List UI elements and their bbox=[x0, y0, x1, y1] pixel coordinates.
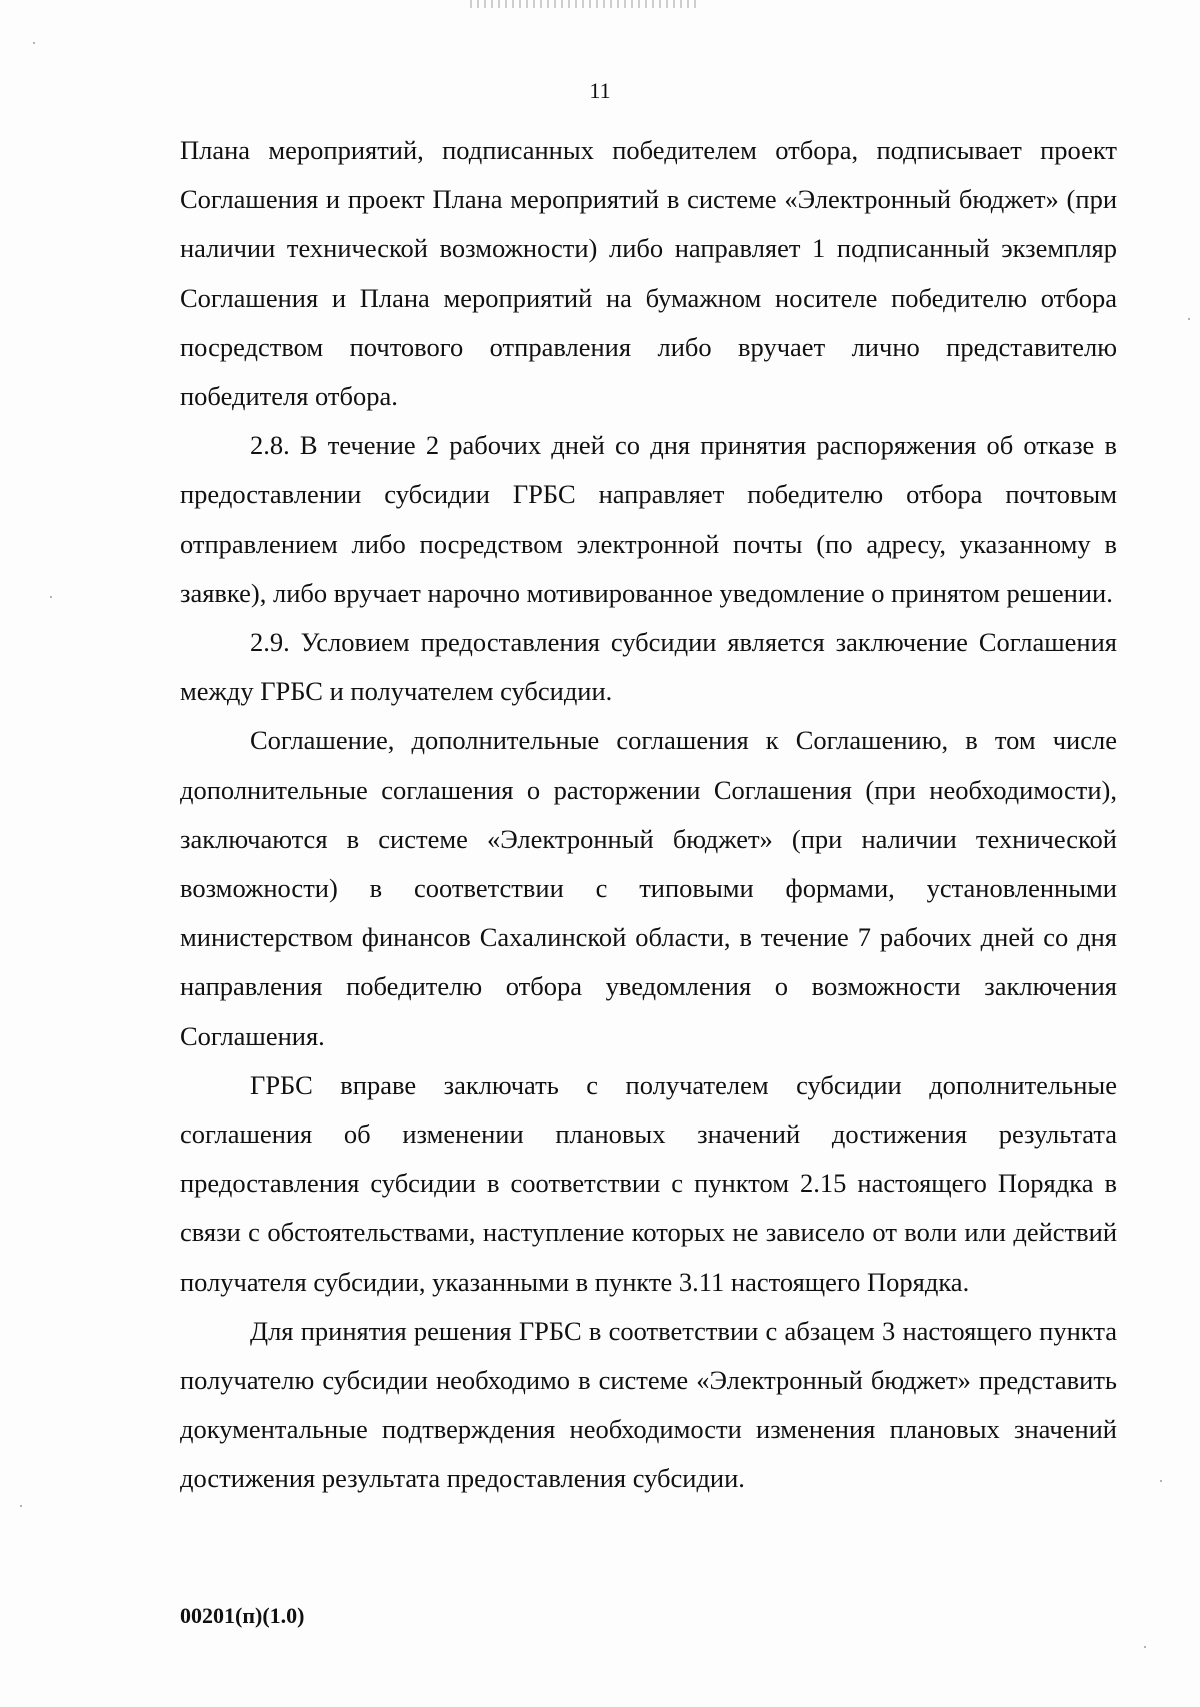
document-body bbox=[180, 126, 1117, 1504]
paragraph: Плана мероприятий, подписанных победителем отбора, подписывает проект Соглашения и проект Плана мероприятий в системе «Электронный бюджет» (при наличии технической возможности) либо направляет 1 подписанный экземпляр Соглашения и Плана мероприятий на бумажном носителе победителю отбора посредством почтового отправления либо вручает лично представителю победителя отбора. bbox=[180, 135, 1117, 412]
scan-speck bbox=[1160, 1480, 1162, 1482]
paragraph: ГРБС вправе заключать с получателем субсидии дополнительные соглашения об изменении плановых значений достижения результата предоставления субсидии в соответствии с пунктом 2.15 настоящего Порядка в связи с обстоятельствами, наступление которых не зависело от воли или действий получателя субсидии, указанными в пункте 3.11 настоящего Порядка. bbox=[180, 1069, 1117, 1297]
scan-speck bbox=[33, 42, 35, 44]
paragraph: 2.9. Условием предоставления субсидии является заключение Соглашения между ГРБС и получателем субсидии. bbox=[180, 627, 1117, 707]
scan-speck bbox=[1144, 1646, 1146, 1648]
scan-speck bbox=[1188, 318, 1190, 320]
scan-speck bbox=[50, 596, 52, 598]
scan-speck bbox=[20, 1505, 22, 1507]
document-code: 00201(п)(1.0) bbox=[180, 1603, 305, 1628]
paragraph: Для принятия решения ГРБС в соответствии с абзацем 3 настоящего пункта получателю субсидии необходимо в системе «Электронный бюджет» представить документальные подтверждения необходимости изменения плановых значений достижения результата предоставления субсидии. bbox=[180, 1315, 1117, 1494]
page-number: 11 bbox=[589, 78, 611, 103]
paragraph: Соглашение, дополнительные соглашения к Соглашению, в том числе дополнительные соглашения о расторжении Соглашения (при необходимости), заключаются в системе «Электронный бюджет» (при наличии технической возможности) в соответствии с типовыми формами, установленными министерством финансов Сахалинской области, в течение 7 рабочих дней со дня направления победителю отбора уведомления о возможности заключения Соглашения. bbox=[180, 725, 1117, 1051]
paragraph: 2.8. В течение 2 рабочих дней со дня принятия распоряжения об отказе в предоставлении субсидии ГРБС направляет победителю отбора почтовым отправлением либо посредством электронной почты (по адресу, указанному в заявке), либо вручает нарочно мотивированное уведомление о принятом решении. bbox=[180, 430, 1117, 608]
scan-artifact bbox=[470, 0, 700, 8]
